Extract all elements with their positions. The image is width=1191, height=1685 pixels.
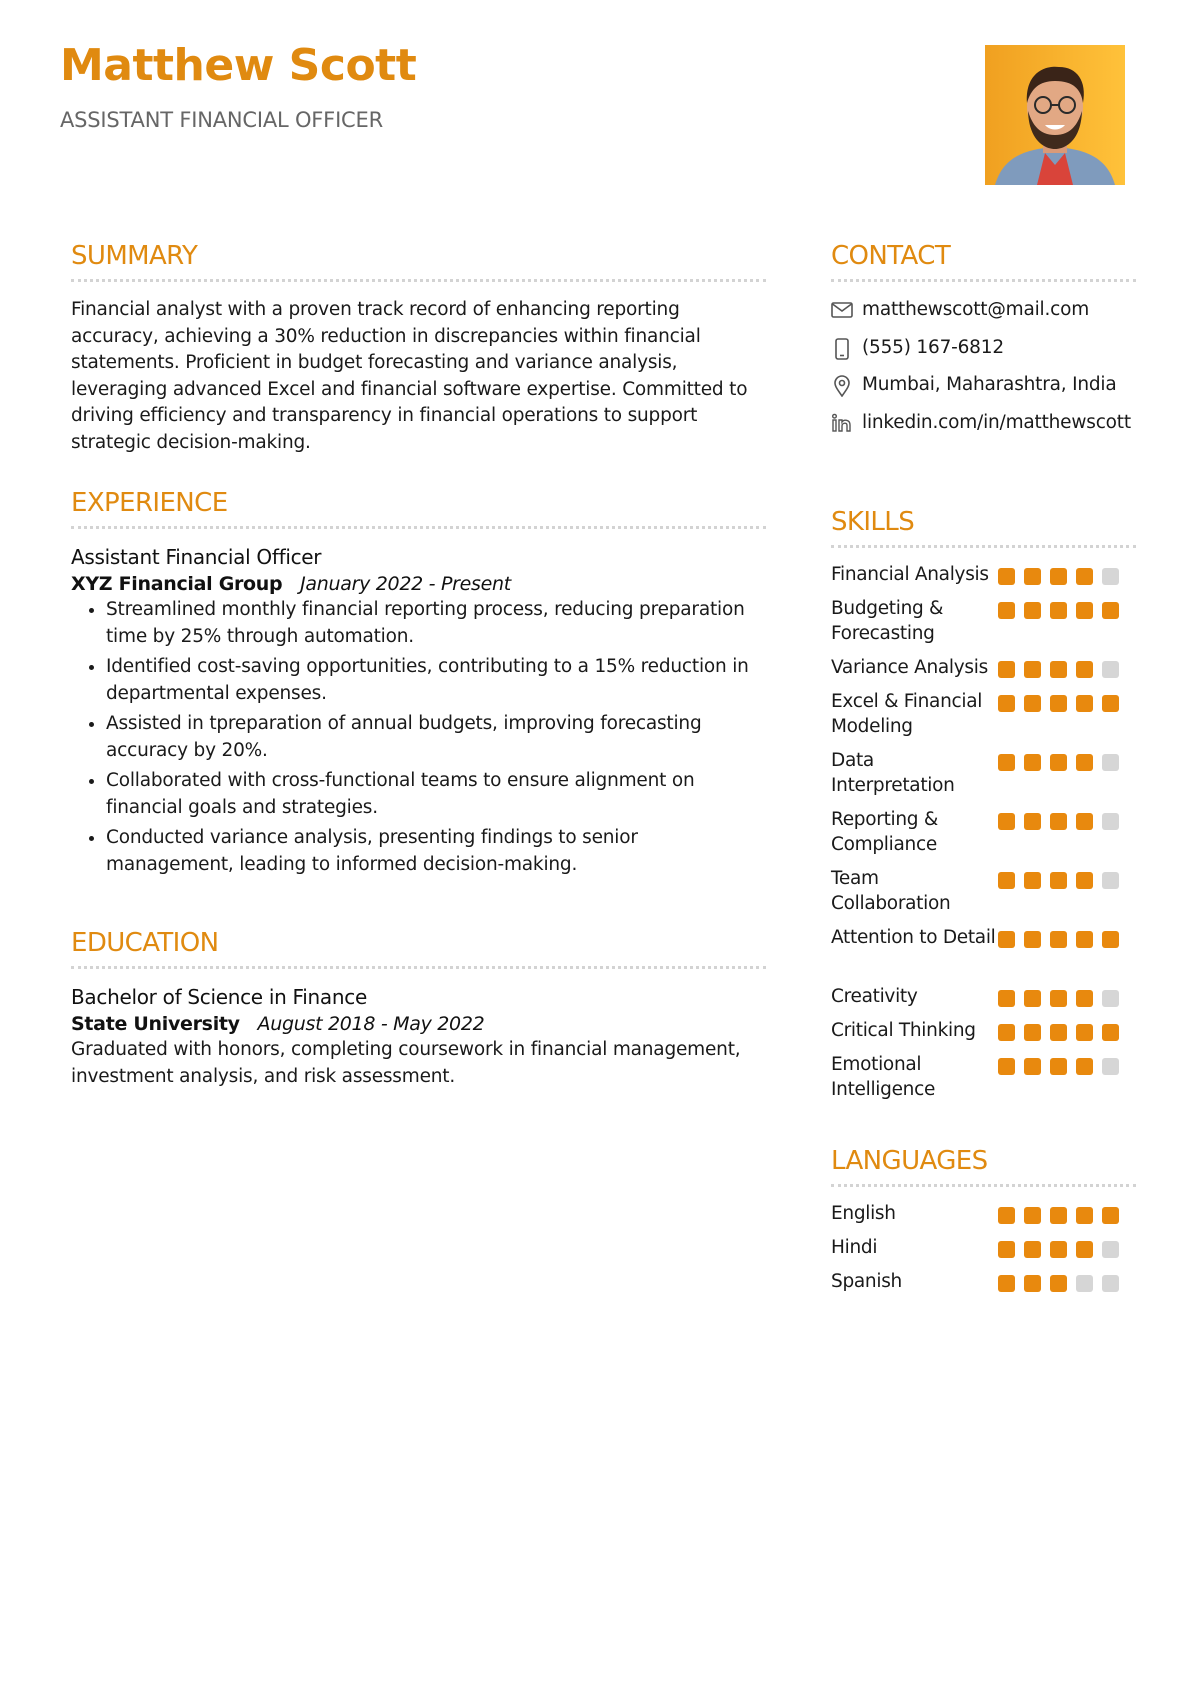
rating-dot-filled — [1050, 990, 1067, 1007]
rating-dot-filled — [1024, 754, 1041, 771]
rating-dot-filled — [1102, 931, 1119, 948]
skill-label: Team Collaboration — [831, 868, 951, 914]
skill-label: Creativity — [831, 986, 918, 1007]
phone-icon — [831, 338, 853, 358]
rating-dot-filled — [1050, 754, 1067, 771]
rating-dot-filled — [1076, 813, 1093, 830]
experience-divider — [71, 526, 766, 529]
job-meta — [71, 573, 766, 595]
rating-dot-filled — [1024, 602, 1041, 619]
rating-dot-filled — [998, 695, 1015, 712]
rating-dot-filled — [1024, 1058, 1041, 1075]
skill-rating — [998, 1024, 1128, 1041]
job-company: XYZ Financial Group — [71, 573, 283, 595]
education-divider — [71, 966, 766, 969]
rating-dot-filled — [1050, 1241, 1067, 1258]
skill-label: Reporting & Compliance — [831, 809, 938, 855]
rating-dot-filled — [1102, 602, 1119, 619]
contact-heading: CONTACT — [831, 241, 951, 271]
rating-dot-filled — [1024, 990, 1041, 1007]
language-rating — [998, 1275, 1128, 1292]
rating-dot-filled — [998, 1241, 1015, 1258]
job-bullets — [71, 597, 766, 878]
job-bullet: • Conducted variance analysis, presenting findings to senior management, leading to informed decision-making. — [106, 825, 766, 878]
rating-dot-empty — [1102, 754, 1119, 771]
languages-heading: LANGUAGES — [831, 1146, 988, 1176]
rating-dot-filled — [1076, 872, 1093, 889]
rating-dot-empty — [1102, 1058, 1119, 1075]
rating-dot-filled — [998, 1275, 1015, 1292]
rating-dot-filled — [998, 931, 1015, 948]
rating-dot-empty — [1102, 990, 1119, 1007]
skill-rating — [998, 568, 1128, 585]
rating-dot-filled — [998, 872, 1015, 889]
job-dates: January 2022 - Present — [300, 573, 511, 595]
skill-rating — [998, 754, 1128, 771]
rating-dot-filled — [1024, 661, 1041, 678]
skills-heading: SKILLS — [831, 507, 915, 537]
rating-dot-filled — [1076, 1058, 1093, 1075]
skill-rating — [998, 931, 1128, 948]
linkedin-icon — [831, 413, 853, 433]
skill-rating — [998, 602, 1128, 619]
rating-dot-filled — [1050, 872, 1067, 889]
job-bullet: • Collaborated with cross-functional teams to ensure alignment on financial goals and strategies. — [106, 768, 766, 821]
summary-divider — [71, 279, 766, 282]
skill-rating — [998, 661, 1128, 678]
rating-dot-filled — [1076, 754, 1093, 771]
skill-label: Emotional Intelligence — [831, 1054, 936, 1100]
profile-photo — [985, 45, 1125, 185]
location-pin-icon — [831, 375, 853, 395]
rating-dot-filled — [998, 1024, 1015, 1041]
language-rating — [998, 1207, 1128, 1224]
rating-dot-filled — [1050, 1058, 1067, 1075]
rating-dot-filled — [998, 813, 1015, 830]
job-title: Assistant Financial Officer — [71, 545, 322, 569]
rating-dot-empty — [1076, 1275, 1093, 1292]
rating-dot-filled — [1050, 813, 1067, 830]
rating-dot-filled — [1050, 1207, 1067, 1224]
skill-label: Variance Analysis — [831, 657, 988, 678]
rating-dot-empty — [1102, 1241, 1119, 1258]
skill-rating — [998, 1058, 1128, 1075]
rating-dot-filled — [1050, 568, 1067, 585]
education-heading: EDUCATION — [71, 928, 219, 958]
education-description: Graduated with honors, completing coursework in financial management, investment analysis, and risk assessment. — [71, 1039, 741, 1087]
rating-dot-filled — [1024, 813, 1041, 830]
rating-dot-filled — [1076, 1241, 1093, 1258]
experience-heading: EXPERIENCE — [71, 488, 228, 518]
rating-dot-filled — [1024, 931, 1041, 948]
rating-dot-filled — [1076, 931, 1093, 948]
job-bullet: • Assisted in tpreparation of annual budgets, improving forecasting accuracy by 20%. — [106, 711, 766, 764]
rating-dot-filled — [998, 602, 1015, 619]
rating-dot-filled — [998, 754, 1015, 771]
school-name: State University — [71, 1013, 240, 1035]
rating-dot-filled — [1076, 1207, 1093, 1224]
language-label: Spanish — [831, 1271, 902, 1292]
rating-dot-filled — [1076, 695, 1093, 712]
rating-dot-filled — [1102, 1024, 1119, 1041]
rating-dot-filled — [1050, 1275, 1067, 1292]
language-label: English — [831, 1203, 896, 1224]
rating-dot-filled — [998, 1207, 1015, 1224]
rating-dot-filled — [1076, 1024, 1093, 1041]
rating-dot-empty — [1102, 661, 1119, 678]
contact-phone-text: (555) 167-6812 — [862, 337, 1004, 358]
candidate-title: ASSISTANT FINANCIAL OFFICER — [60, 108, 383, 132]
rating-dot-filled — [1050, 602, 1067, 619]
skill-label: Financial Analysis — [831, 564, 989, 585]
contact-email-text: matthewscott@mail.com — [862, 299, 1090, 320]
rating-dot-filled — [1050, 931, 1067, 948]
rating-dot-empty — [1102, 568, 1119, 585]
degree-title: Bachelor of Science in Finance — [71, 985, 367, 1009]
education-dates: August 2018 - May 2022 — [257, 1013, 485, 1035]
job-bullet: • Identified cost-saving opportunities, contributing to a 15% reduction in departmental expenses. — [106, 654, 766, 707]
rating-dot-empty — [1102, 813, 1119, 830]
rating-dot-filled — [1024, 1024, 1041, 1041]
languages-divider — [831, 1184, 1136, 1187]
rating-dot-filled — [1024, 1275, 1041, 1292]
rating-dot-filled — [998, 568, 1015, 585]
rating-dot-filled — [1076, 661, 1093, 678]
skill-rating — [998, 813, 1128, 830]
rating-dot-filled — [998, 1058, 1015, 1075]
rating-dot-filled — [1024, 1207, 1041, 1224]
rating-dot-filled — [1076, 568, 1093, 585]
language-rating — [998, 1241, 1128, 1258]
skill-rating — [998, 695, 1128, 712]
summary-heading: SUMMARY — [71, 241, 198, 271]
education-entry — [71, 985, 766, 1090]
contact-location-text: Mumbai, Maharashtra, India — [862, 374, 1117, 395]
rating-dot-filled — [1102, 695, 1119, 712]
education-meta — [71, 1013, 766, 1035]
summary-text: Financial analyst with a proven track record of enhancing reporting accuracy, achieving a 30% reduction in discrepancies within financial statements. Proficient in budget forecasting and variance analysis, leveraging advanced Excel and financial software expertise. Committed to driving efficiency and transparency in financial operations to support strategic decision-making. — [71, 299, 748, 453]
rating-dot-filled — [1024, 1241, 1041, 1258]
experience-entry — [71, 545, 766, 882]
rating-dot-filled — [1024, 872, 1041, 889]
rating-dot-filled — [1050, 695, 1067, 712]
contact-divider — [831, 279, 1136, 282]
rating-dot-filled — [1024, 695, 1041, 712]
language-label: Hindi — [831, 1237, 878, 1258]
envelope-icon — [831, 300, 853, 320]
rating-dot-filled — [1050, 661, 1067, 678]
rating-dot-filled — [1076, 990, 1093, 1007]
job-bullet: • Streamlined monthly financial reporting process, reducing preparation time by 25% through automation. — [106, 597, 766, 650]
rating-dot-empty — [1102, 1275, 1119, 1292]
skill-rating — [998, 872, 1128, 889]
skill-label: Attention to Detail — [831, 927, 996, 948]
skill-label: Critical Thinking — [831, 1020, 976, 1041]
skill-label: Excel & Financial Modeling — [831, 691, 983, 737]
skill-label: Budgeting & Forecasting — [831, 598, 944, 644]
rating-dot-filled — [1102, 1207, 1119, 1224]
skill-rating — [998, 990, 1128, 1007]
rating-dot-empty — [1102, 872, 1119, 889]
rating-dot-filled — [998, 990, 1015, 1007]
rating-dot-filled — [1076, 602, 1093, 619]
candidate-name: Matthew Scott — [60, 40, 417, 91]
rating-dot-filled — [1050, 1024, 1067, 1041]
rating-dot-filled — [1024, 568, 1041, 585]
skill-label: Data Interpretation — [831, 750, 955, 796]
skills-divider — [831, 545, 1136, 548]
rating-dot-filled — [998, 661, 1015, 678]
contact-linkedin-text: linkedin.com/in/matthewscott — [862, 412, 1131, 433]
